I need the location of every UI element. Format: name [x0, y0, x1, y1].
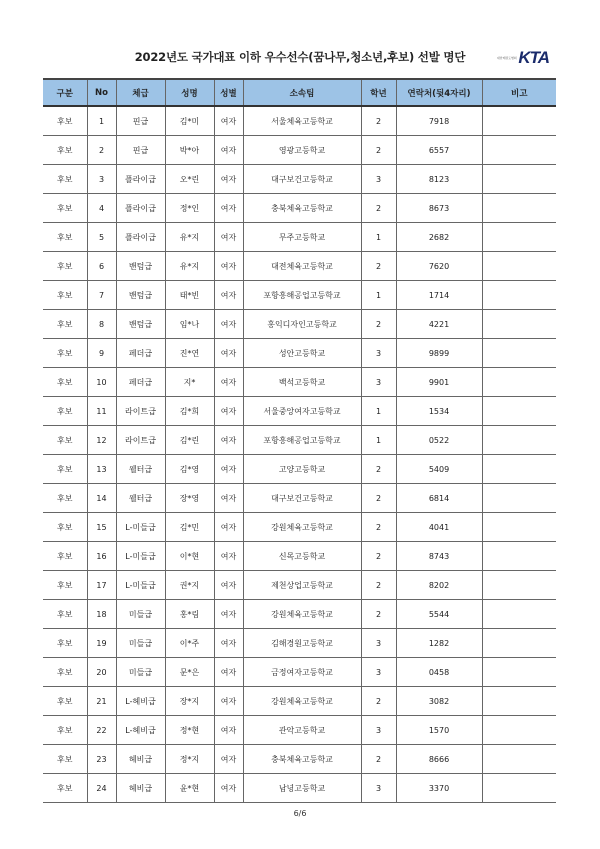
cell-category: 후보 [43, 339, 87, 368]
cell-name: 장*영 [165, 484, 214, 513]
cell-contact: 3370 [396, 774, 482, 803]
cell-no: 1 [87, 106, 116, 136]
cell-gender: 여자 [214, 223, 243, 252]
cell-remarks [482, 223, 556, 252]
cell-grade: 2 [361, 687, 396, 716]
cell-weight-class: 미들급 [116, 629, 165, 658]
cell-name: 오*린 [165, 165, 214, 194]
cell-remarks [482, 310, 556, 339]
table-row [43, 106, 556, 136]
cell-weight-class: 페더급 [116, 368, 165, 397]
cell-team: 충북체육고등학교 [243, 194, 361, 223]
athlete-roster-table [43, 78, 556, 803]
cell-weight-class: 밴텀급 [116, 281, 165, 310]
cell-gender: 여자 [214, 571, 243, 600]
column-header-gender: 성별 [214, 79, 243, 106]
cell-grade: 2 [361, 745, 396, 774]
cell-name: 홍*림 [165, 600, 214, 629]
table-row [43, 252, 556, 281]
cell-gender: 여자 [214, 136, 243, 165]
cell-category: 후보 [43, 542, 87, 571]
cell-weight-class: L-헤비급 [116, 687, 165, 716]
cell-remarks [482, 455, 556, 484]
table-row [43, 223, 556, 252]
cell-team: 강원체육고등학교 [243, 687, 361, 716]
cell-contact: 1714 [396, 281, 482, 310]
cell-remarks [482, 281, 556, 310]
cell-grade: 3 [361, 658, 396, 687]
cell-team: 강원체육고등학교 [243, 600, 361, 629]
cell-weight-class: L-미들급 [116, 513, 165, 542]
column-header-name: 성명 [165, 79, 214, 106]
cell-name: 태*빈 [165, 281, 214, 310]
cell-name: 김*미 [165, 106, 214, 136]
table-row [43, 571, 556, 600]
cell-contact: 4221 [396, 310, 482, 339]
column-header-contact: 연락처(뒷4자리) [396, 79, 482, 106]
cell-grade: 3 [361, 368, 396, 397]
cell-no: 17 [87, 571, 116, 600]
table-row [43, 687, 556, 716]
cell-contact: 7620 [396, 252, 482, 281]
cell-contact: 8673 [396, 194, 482, 223]
kta-logo [497, 47, 549, 69]
cell-gender: 여자 [214, 774, 243, 803]
cell-team: 김해경원고등학교 [243, 629, 361, 658]
cell-category: 후보 [43, 426, 87, 455]
cell-no: 2 [87, 136, 116, 165]
table-row [43, 426, 556, 455]
cell-no: 12 [87, 426, 116, 455]
logo-association-text: 대한태권도협회 [497, 56, 517, 60]
cell-weight-class: 플라이급 [116, 194, 165, 223]
cell-remarks [482, 426, 556, 455]
cell-category: 후보 [43, 687, 87, 716]
cell-contact: 7918 [396, 106, 482, 136]
table-row [43, 165, 556, 194]
cell-weight-class: 핀급 [116, 136, 165, 165]
cell-no: 4 [87, 194, 116, 223]
cell-team: 무주고등학교 [243, 223, 361, 252]
cell-gender: 여자 [214, 745, 243, 774]
cell-contact: 1570 [396, 716, 482, 745]
cell-category: 후보 [43, 397, 87, 426]
table-row [43, 455, 556, 484]
table-row [43, 194, 556, 223]
column-header-category: 구분 [43, 79, 87, 106]
cell-category: 후보 [43, 194, 87, 223]
table-row [43, 513, 556, 542]
cell-remarks [482, 484, 556, 513]
table-row [43, 136, 556, 165]
cell-contact: 8666 [396, 745, 482, 774]
cell-no: 13 [87, 455, 116, 484]
cell-remarks [482, 629, 556, 658]
cell-weight-class: 핀급 [116, 106, 165, 136]
cell-contact: 9899 [396, 339, 482, 368]
cell-no: 9 [87, 339, 116, 368]
cell-gender: 여자 [214, 542, 243, 571]
cell-grade: 1 [361, 397, 396, 426]
cell-weight-class: 플라이급 [116, 223, 165, 252]
cell-team: 대구보건고등학교 [243, 165, 361, 194]
table-row [43, 774, 556, 803]
table-body [43, 106, 556, 803]
cell-name: 권*지 [165, 571, 214, 600]
cell-grade: 2 [361, 194, 396, 223]
cell-no: 15 [87, 513, 116, 542]
cell-weight-class: L-미들급 [116, 571, 165, 600]
document-title: 2022년도 국가대표 이하 우수선수(꿈나무,청소년,후보) 선발 명단 [134, 50, 466, 64]
cell-remarks [482, 368, 556, 397]
cell-contact: 6557 [396, 136, 482, 165]
cell-weight-class: 미들급 [116, 600, 165, 629]
cell-name: 장*지 [165, 687, 214, 716]
cell-no: 6 [87, 252, 116, 281]
cell-category: 후보 [43, 774, 87, 803]
cell-no: 18 [87, 600, 116, 629]
cell-no: 7 [87, 281, 116, 310]
cell-team: 서울중앙여자고등학교 [243, 397, 361, 426]
cell-no: 16 [87, 542, 116, 571]
cell-name: 임*나 [165, 310, 214, 339]
table-row [43, 339, 556, 368]
cell-name: 문*은 [165, 658, 214, 687]
cell-no: 14 [87, 484, 116, 513]
cell-weight-class: 웰터급 [116, 484, 165, 513]
table-row [43, 745, 556, 774]
cell-category: 후보 [43, 745, 87, 774]
cell-contact: 3082 [396, 687, 482, 716]
table-row [43, 484, 556, 513]
cell-team: 홍익디자인고등학교 [243, 310, 361, 339]
cell-gender: 여자 [214, 484, 243, 513]
cell-weight-class: 라이트급 [116, 397, 165, 426]
cell-gender: 여자 [214, 600, 243, 629]
cell-team: 포항흥해공업고등학교 [243, 426, 361, 455]
cell-name: 김*린 [165, 426, 214, 455]
cell-remarks [482, 252, 556, 281]
cell-no: 8 [87, 310, 116, 339]
cell-category: 후보 [43, 629, 87, 658]
cell-team: 강원체육고등학교 [243, 513, 361, 542]
cell-remarks [482, 716, 556, 745]
cell-gender: 여자 [214, 252, 243, 281]
cell-remarks [482, 194, 556, 223]
cell-team: 서울체육고등학교 [243, 106, 361, 136]
cell-weight-class: 헤비급 [116, 774, 165, 803]
cell-category: 후보 [43, 716, 87, 745]
cell-grade: 2 [361, 484, 396, 513]
cell-no: 20 [87, 658, 116, 687]
cell-name: 유*지 [165, 223, 214, 252]
cell-name: 정*인 [165, 194, 214, 223]
table-row [43, 397, 556, 426]
table-row [43, 629, 556, 658]
cell-name: 윤*현 [165, 774, 214, 803]
cell-remarks [482, 745, 556, 774]
cell-category: 후보 [43, 658, 87, 687]
cell-weight-class: L-미들급 [116, 542, 165, 571]
cell-no: 11 [87, 397, 116, 426]
cell-grade: 2 [361, 571, 396, 600]
cell-category: 후보 [43, 368, 87, 397]
cell-grade: 2 [361, 310, 396, 339]
cell-team: 성안고등학교 [243, 339, 361, 368]
cell-gender: 여자 [214, 397, 243, 426]
column-header-team: 소속팀 [243, 79, 361, 106]
cell-name: 진*연 [165, 339, 214, 368]
cell-contact: 6814 [396, 484, 482, 513]
cell-contact: 9901 [396, 368, 482, 397]
cell-remarks [482, 658, 556, 687]
cell-contact: 1282 [396, 629, 482, 658]
cell-team: 충북체육고등학교 [243, 745, 361, 774]
cell-name: 김*영 [165, 455, 214, 484]
table-row [43, 600, 556, 629]
cell-team: 고양고등학교 [243, 455, 361, 484]
cell-grade: 3 [361, 716, 396, 745]
column-header-no: No [87, 79, 116, 106]
table-row [43, 281, 556, 310]
cell-weight-class: 헤비급 [116, 745, 165, 774]
column-header-weight-class: 체급 [116, 79, 165, 106]
cell-remarks [482, 106, 556, 136]
cell-contact: 8202 [396, 571, 482, 600]
cell-weight-class: L-헤비급 [116, 716, 165, 745]
table-row [43, 368, 556, 397]
cell-category: 후보 [43, 136, 87, 165]
cell-grade: 2 [361, 106, 396, 136]
table-row [43, 542, 556, 571]
cell-weight-class: 플라이급 [116, 165, 165, 194]
cell-category: 후보 [43, 223, 87, 252]
cell-team: 제천상업고등학교 [243, 571, 361, 600]
cell-remarks [482, 571, 556, 600]
cell-weight-class: 밴텀급 [116, 252, 165, 281]
page-number: 6/6 [293, 809, 307, 818]
table-header-row [43, 79, 556, 106]
cell-no: 22 [87, 716, 116, 745]
cell-remarks [482, 542, 556, 571]
cell-remarks [482, 774, 556, 803]
cell-name: 지* [165, 368, 214, 397]
cell-name: 유*지 [165, 252, 214, 281]
column-header-remarks: 비고 [482, 79, 556, 106]
cell-category: 후보 [43, 310, 87, 339]
cell-gender: 여자 [214, 310, 243, 339]
cell-gender: 여자 [214, 165, 243, 194]
cell-grade: 1 [361, 223, 396, 252]
cell-gender: 여자 [214, 194, 243, 223]
cell-gender: 여자 [214, 687, 243, 716]
cell-contact: 2682 [396, 223, 482, 252]
cell-category: 후보 [43, 281, 87, 310]
cell-no: 23 [87, 745, 116, 774]
cell-name: 박*아 [165, 136, 214, 165]
cell-name: 정*현 [165, 716, 214, 745]
cell-weight-class: 미들급 [116, 658, 165, 687]
cell-gender: 여자 [214, 716, 243, 745]
cell-team: 남녕고등학교 [243, 774, 361, 803]
cell-grade: 1 [361, 426, 396, 455]
cell-grade: 2 [361, 252, 396, 281]
cell-gender: 여자 [214, 513, 243, 542]
cell-contact: 1534 [396, 397, 482, 426]
cell-grade: 3 [361, 774, 396, 803]
cell-contact: 0522 [396, 426, 482, 455]
cell-weight-class: 페더급 [116, 339, 165, 368]
cell-category: 후보 [43, 513, 87, 542]
cell-team: 대구보건고등학교 [243, 484, 361, 513]
cell-remarks [482, 339, 556, 368]
cell-category: 후보 [43, 484, 87, 513]
kta-logo-icon: KTA [518, 48, 549, 67]
cell-remarks [482, 513, 556, 542]
cell-category: 후보 [43, 252, 87, 281]
cell-no: 24 [87, 774, 116, 803]
cell-remarks [482, 397, 556, 426]
table-row [43, 310, 556, 339]
cell-category: 후보 [43, 600, 87, 629]
cell-grade: 2 [361, 542, 396, 571]
cell-remarks [482, 136, 556, 165]
cell-contact: 5409 [396, 455, 482, 484]
cell-gender: 여자 [214, 426, 243, 455]
cell-gender: 여자 [214, 658, 243, 687]
cell-grade: 3 [361, 629, 396, 658]
cell-team: 포항흥해공업고등학교 [243, 281, 361, 310]
cell-remarks [482, 687, 556, 716]
cell-grade: 3 [361, 339, 396, 368]
cell-contact: 0458 [396, 658, 482, 687]
cell-no: 5 [87, 223, 116, 252]
cell-grade: 1 [361, 281, 396, 310]
cell-team: 영광고등학교 [243, 136, 361, 165]
cell-gender: 여자 [214, 629, 243, 658]
cell-gender: 여자 [214, 281, 243, 310]
column-header-grade: 학년 [361, 79, 396, 106]
cell-name: 김*희 [165, 397, 214, 426]
cell-name: 이*주 [165, 629, 214, 658]
cell-name: 이*현 [165, 542, 214, 571]
cell-weight-class: 웰터급 [116, 455, 165, 484]
cell-grade: 3 [361, 165, 396, 194]
cell-contact: 5544 [396, 600, 482, 629]
cell-gender: 여자 [214, 339, 243, 368]
cell-remarks [482, 165, 556, 194]
cell-team: 대전체육고등학교 [243, 252, 361, 281]
cell-grade: 2 [361, 600, 396, 629]
cell-grade: 2 [361, 136, 396, 165]
cell-name: 김*민 [165, 513, 214, 542]
cell-category: 후보 [43, 165, 87, 194]
cell-team: 백석고등학교 [243, 368, 361, 397]
cell-category: 후보 [43, 455, 87, 484]
cell-gender: 여자 [214, 368, 243, 397]
cell-team: 관악고등학교 [243, 716, 361, 745]
cell-grade: 2 [361, 513, 396, 542]
cell-contact: 8743 [396, 542, 482, 571]
cell-weight-class: 밴텀급 [116, 310, 165, 339]
cell-gender: 여자 [214, 106, 243, 136]
cell-contact: 8123 [396, 165, 482, 194]
cell-no: 10 [87, 368, 116, 397]
cell-no: 3 [87, 165, 116, 194]
cell-category: 후보 [43, 106, 87, 136]
cell-name: 정*지 [165, 745, 214, 774]
cell-grade: 2 [361, 455, 396, 484]
table-row [43, 716, 556, 745]
cell-team: 신목고등학교 [243, 542, 361, 571]
cell-no: 19 [87, 629, 116, 658]
cell-contact: 4041 [396, 513, 482, 542]
cell-category: 후보 [43, 571, 87, 600]
cell-team: 금정여자고등학교 [243, 658, 361, 687]
cell-gender: 여자 [214, 455, 243, 484]
table-row [43, 658, 556, 687]
cell-no: 21 [87, 687, 116, 716]
cell-weight-class: 라이트급 [116, 426, 165, 455]
cell-remarks [482, 600, 556, 629]
